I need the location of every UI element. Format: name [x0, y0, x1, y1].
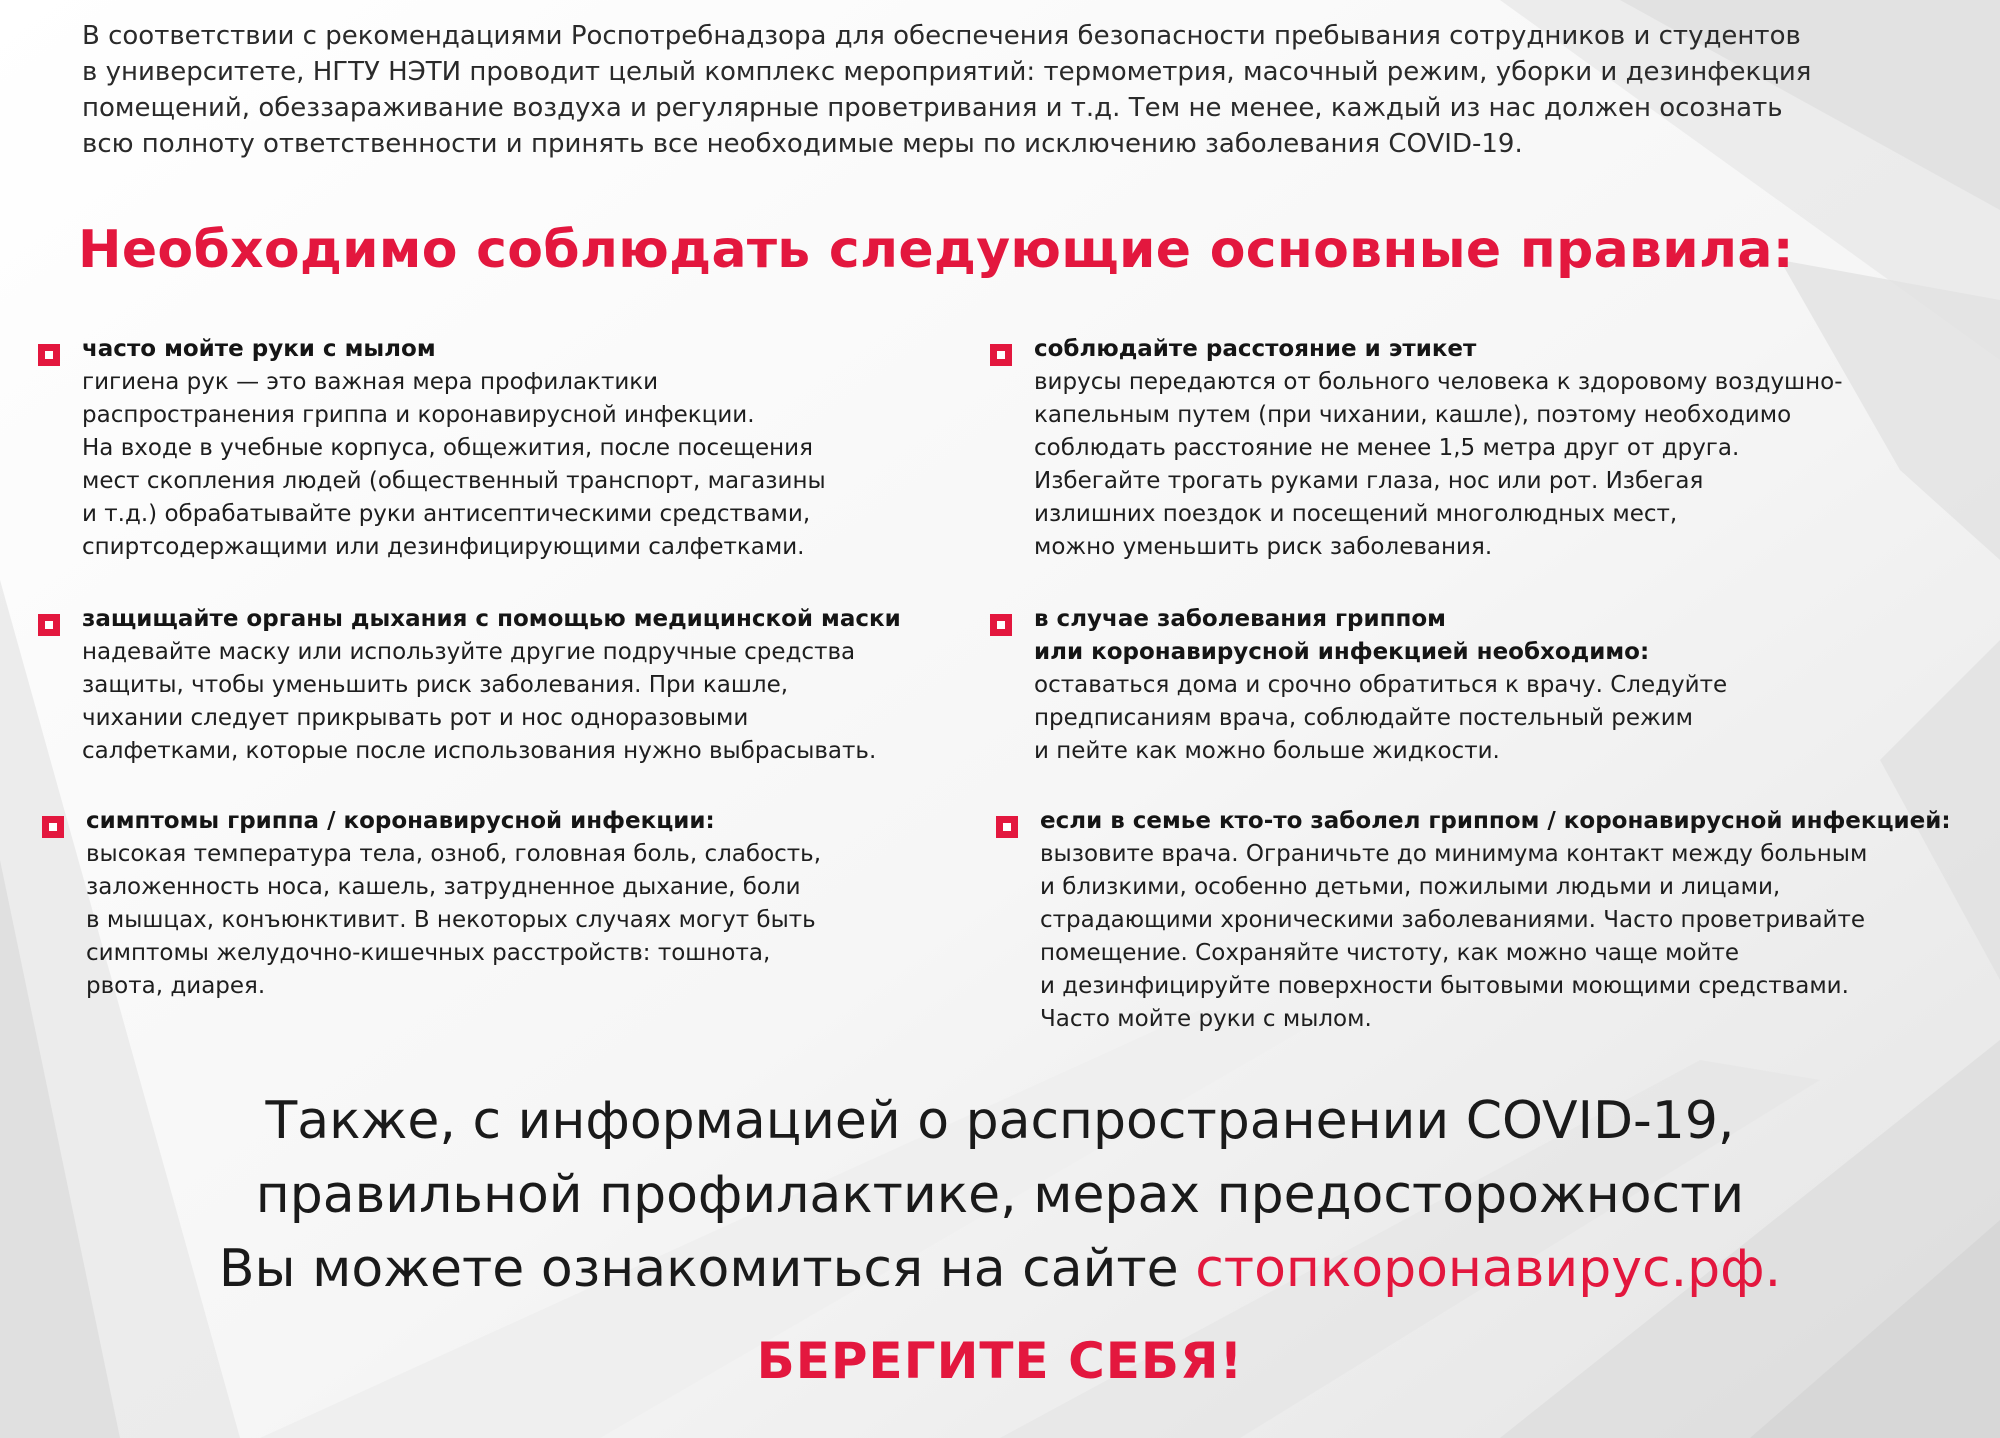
rule-body — [82, 366, 826, 564]
rule-body-line: мест скопления людей (общественный транспорт, магазины — [82, 468, 826, 494]
rule-title-line: если в семье кто-то заболел гриппом / коронавирусной инфекцией: — [1040, 808, 1951, 834]
rule-title — [86, 805, 821, 838]
square-bullet-icon — [42, 816, 64, 838]
rule-body-line: надевайте маску или используйте другие подручные средства — [82, 639, 856, 665]
rule-body-line: и дезинфицируйте поверхности бытовыми моющими средствами. — [1040, 973, 1849, 999]
rule-body — [86, 838, 821, 1003]
rule-body-line: На входе в учебные корпуса, общежития, после посещения — [82, 435, 813, 461]
rule-title — [1040, 805, 1951, 838]
rule-title-line: соблюдайте расстояние и этикет — [1034, 336, 1477, 362]
rule-title — [1034, 603, 1727, 669]
rule-body-line: рвота, диарея. — [86, 973, 266, 999]
rule-keep-distance — [990, 333, 1843, 564]
rule-body-line: вирусы передаются от больного человека к здоровому воздушно- — [1034, 369, 1843, 395]
rule-body-line: излишних поездок и посещений многолюдных мест, — [1034, 501, 1678, 527]
intro-line: помещений, обеззараживание воздуха и регулярные проветривания и т.д. Тем не менее, каждый из нас должен осознать — [82, 93, 1783, 123]
rule-title — [82, 333, 826, 366]
rule-body-line: гигиена рук — это важная мера профилактики — [82, 369, 659, 395]
square-bullet-icon — [996, 816, 1018, 838]
rule-body-line: и пейте как можно больше жидкости. — [1034, 738, 1500, 764]
square-bullet-icon — [38, 614, 60, 636]
intro-line: в университете, НГТУ НЭТИ проводит целый комплекс мероприятий: термометрия, масочный режим, уборки и дезинфекция — [82, 57, 1812, 87]
rule-body-line: и близкими, особенно детьми, пожилыми людьми и лицами, — [1040, 874, 1781, 900]
square-bullet-icon — [38, 344, 60, 366]
rule-body-line: соблюдать расстояние не менее 1,5 метра друг от друга. — [1034, 435, 1740, 461]
rule-title — [1034, 333, 1843, 366]
rule-title-line: или коронавирусной инфекцией необходимо: — [1034, 639, 1650, 665]
rule-body-line: симптомы желудочно-кишечных расстройств: тошнота, — [86, 940, 771, 966]
rule-body-line: распространения гриппа и коронавирусной инфекции. — [82, 402, 755, 428]
website-link[interactable]: стопкоронавирус.рф. — [1195, 1239, 1782, 1299]
rule-body — [82, 636, 901, 768]
rule-body-line: помещение. Сохраняйте чистоту, как можно чаще мойте — [1040, 940, 1740, 966]
rule-body-line: оставаться дома и срочно обратиться к врачу. Следуйте — [1034, 672, 1728, 698]
rule-body-line: высокая температура тела, озноб, головная боль, слабость, — [86, 841, 822, 867]
rule-body — [1034, 669, 1727, 768]
footer-info — [0, 1084, 2000, 1306]
rule-wear-mask — [38, 603, 901, 768]
slogan: БЕРЕГИТЕ СЕБЯ! — [756, 1332, 1244, 1390]
rule-wash-hands — [38, 333, 826, 564]
rules-heading: Необходимо соблюдать следующие основные правила: — [78, 220, 1794, 280]
rule-body-line: и т.д.) обрабатывайте руки антисептическими средствами, — [82, 501, 811, 527]
rule-body-line: чихании следует прикрывать рот и нос одноразовыми — [82, 705, 749, 731]
rule-title-line: в случае заболевания гриппом — [1034, 606, 1446, 632]
rule-body — [1034, 366, 1843, 564]
rule-body-line: капельным путем (при чихании, кашле), поэтому необходимо — [1034, 402, 1792, 428]
rule-body-line: салфетками, которые после использования нужно выбрасывать. — [82, 738, 877, 764]
rule-body-line: заложенность носа, кашель, затрудненное дыхание, боли — [86, 874, 801, 900]
rule-body-line: Избегайте трогать руками глаза, нос или рот. Избегая — [1034, 468, 1704, 494]
rule-body-line: можно уменьшить риск заболевания. — [1034, 534, 1493, 560]
footer-line-prefix: Вы можете ознакомиться на сайте — [218, 1239, 1196, 1299]
rule-if-sick — [990, 603, 1727, 768]
footer-line: правильной профилактике, мерах предосторожности — [255, 1165, 1745, 1225]
rule-body-line: защиты, чтобы уменьшить риск заболевания. При кашле, — [82, 672, 789, 698]
rule-body-line: предписаниям врача, соблюдайте постельный режим — [1034, 705, 1694, 731]
footer-line — [0, 1232, 2000, 1306]
intro-line: В соответствии с рекомендациями Роспотребнадзора для обеспечения безопасности пребывания сотрудников и студентов — [82, 21, 1801, 51]
rule-title-line: защищайте органы дыхания с помощью медицинской маски — [82, 606, 901, 632]
rule-body — [1040, 838, 1951, 1036]
intro-paragraph — [82, 18, 1942, 162]
rule-body-line: в мышцах, конъюнктивит. В некоторых случаях могут быть — [86, 907, 816, 933]
rule-body-line: страдающими хроническими заболеваниями. Часто проветривайте — [1040, 907, 1866, 933]
intro-line: всю полноту ответственности и принять все необходимые меры по исключению заболевания COVID-19. — [82, 129, 1523, 159]
rule-title — [82, 603, 901, 636]
footer-line: Также, с информацией о распространении COVID-19, — [265, 1091, 1735, 1151]
rule-family-member-sick — [996, 805, 1951, 1036]
square-bullet-icon — [990, 614, 1012, 636]
rule-symptoms — [42, 805, 821, 1003]
rule-body-line: спиртсодержащими или дезинфицирующими салфетками. — [82, 534, 805, 560]
square-bullet-icon — [990, 344, 1012, 366]
rule-title-line: часто мойте руки с мылом — [82, 336, 436, 362]
rule-title-line: симптомы гриппа / коронавирусной инфекции: — [86, 808, 715, 834]
rule-body-line: Часто мойте руки с мылом. — [1040, 1006, 1372, 1032]
rule-body-line: вызовите врача. Ограничьте до минимума контакт между больным — [1040, 841, 1868, 867]
